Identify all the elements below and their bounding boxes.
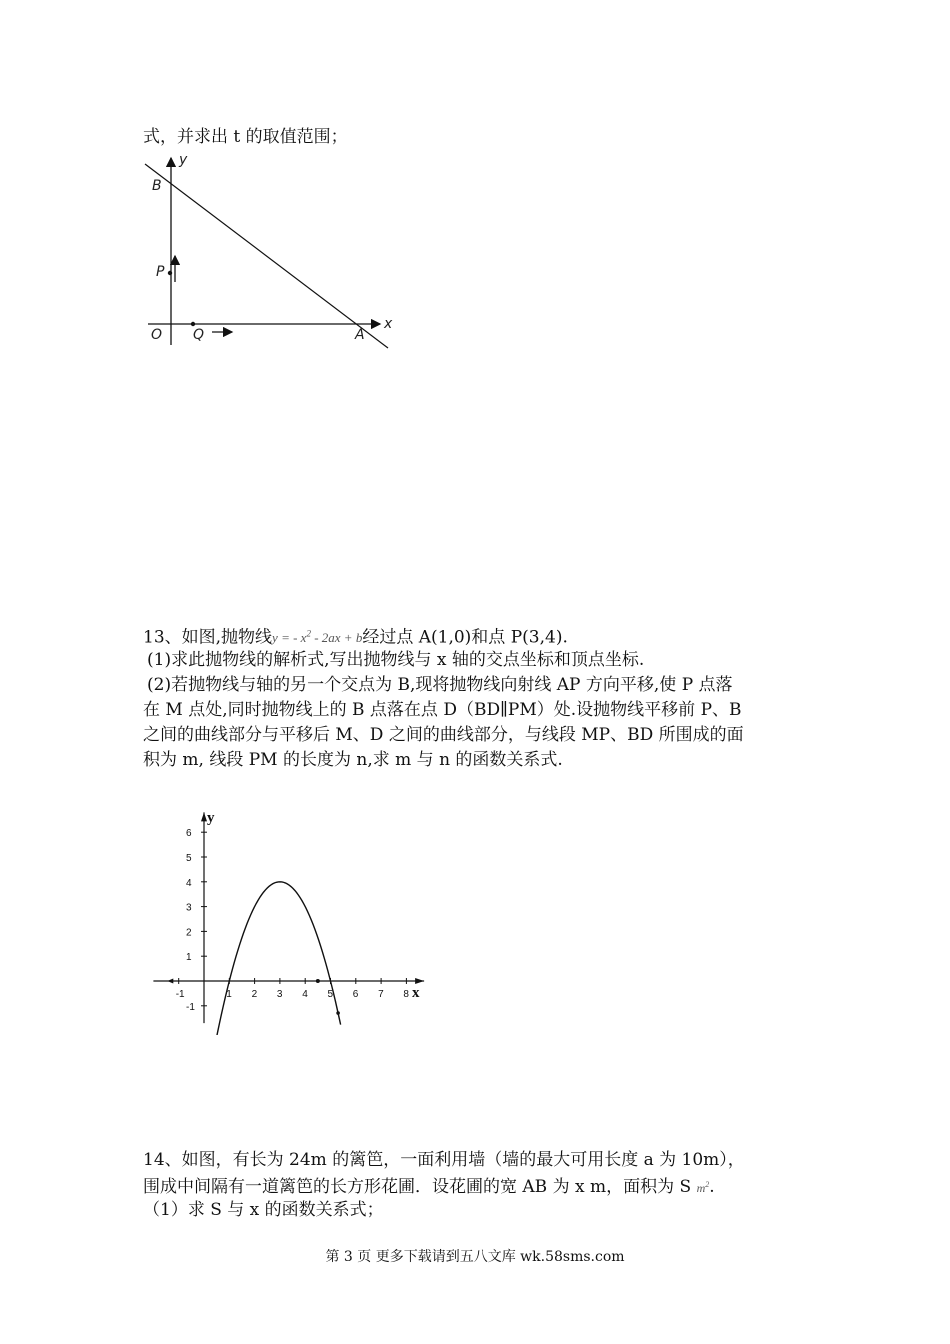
chart-x-arrow	[415, 978, 424, 984]
point-p	[168, 271, 172, 275]
fig1-label-p: P	[156, 264, 165, 280]
x-tick-label: 1	[226, 989, 232, 1000]
q13-part2-line3: 之间的曲线部分与平移后 M、D 之间的曲线部分，与线段 MP、BD 所围成的面	[143, 725, 744, 745]
chart-xlabel: x	[412, 985, 420, 1001]
q13-part1: (1)求此抛物线的解析式,写出抛物线与 x 轴的交点坐标和顶点坐标.	[147, 650, 645, 670]
x-tick-label: 5	[327, 989, 334, 1000]
x-tick-label: 2	[251, 989, 258, 1000]
text-line-1: 式，并求出 t 的取值范围；	[143, 127, 348, 147]
q13-suffix: 经过点 A(1,0)和点 P(3,4).	[362, 627, 568, 648]
eq-rest: = - x	[281, 630, 307, 646]
y-tick-label: -1	[186, 1001, 195, 1013]
y-tick-label: 6	[186, 828, 192, 840]
q14-line1: 14、如图，有长为 24m 的篱笆，一面利用墙（墙的最大可用长度 a 为 10m），	[143, 1150, 745, 1170]
x-tick-label: 3	[276, 989, 283, 1000]
fig1-label-x: x	[384, 316, 393, 332]
q14-line2-text: 围成中间隔有一道篱笆的长方形花圃．设花圃的宽 AB 为 x m，面积为 S	[143, 1177, 692, 1197]
q14-line2-end: .	[709, 1177, 715, 1197]
q14-unit	[697, 1181, 710, 1195]
figure-line-ab	[140, 150, 405, 350]
x-tick-label: -1	[175, 989, 185, 1000]
eq-y: y	[272, 630, 278, 646]
unit-sup: 2	[705, 1180, 710, 1189]
q14-part1: （1）求 S 与 x 的函数关系式；	[143, 1200, 384, 1220]
q13-part2-line2: 在 M 点处,同时抛物线上的 B 点落在点 D（BD∥PM）处.设抛物线平移前 P、B	[143, 700, 742, 720]
fig1-label-q: Q	[193, 327, 205, 343]
y-tick-label: 4	[186, 877, 192, 889]
parabola-chart	[150, 800, 440, 1035]
line-ba	[145, 164, 388, 348]
chart-x-left-arrow	[167, 979, 173, 984]
y-tick-label: 2	[186, 927, 192, 939]
point-q	[191, 322, 195, 326]
x-tick-label: 4	[302, 989, 308, 1000]
x-tick-label: 8	[403, 989, 409, 1000]
chart-point	[316, 979, 320, 983]
eq-tail: - 2ax + b	[310, 630, 363, 646]
fig1-label-b: B	[152, 178, 162, 194]
fig1-label-o: O	[151, 327, 163, 343]
q13-prefix: 13、如图,抛物线	[143, 627, 273, 648]
x-tick-label: 6	[352, 989, 359, 1000]
q13-part2-line1: (2)若抛物线与轴的另一个交点为 B,现将抛物线向射线 AP 方向平移,使 P 点落	[147, 675, 733, 695]
q14-line2	[143, 1173, 715, 1200]
x-tick-label: 7	[378, 989, 384, 1000]
q13-part2-line4: 积为 m, 线段 PM 的长度为 n,求 m 与 n 的函数关系式.	[143, 750, 563, 770]
curve-end-point	[336, 1011, 340, 1015]
fig1-label-a: A	[355, 327, 365, 343]
page-footer: 第 3 页 更多下载请到五八文库 wk.58sms.com	[325, 1249, 625, 1265]
eq-sup: 2	[306, 629, 311, 639]
q13-intro	[143, 622, 568, 650]
q13-equation	[272, 630, 362, 645]
parabola-curve	[194, 882, 341, 1035]
y-tick-label: 1	[186, 952, 192, 964]
y-tick-label: 5	[186, 853, 192, 864]
unit-m: m	[696, 1181, 706, 1195]
chart-ylabel: y	[207, 810, 215, 826]
y-tick-label: 3	[186, 902, 192, 914]
fig1-label-y: y	[179, 152, 188, 168]
